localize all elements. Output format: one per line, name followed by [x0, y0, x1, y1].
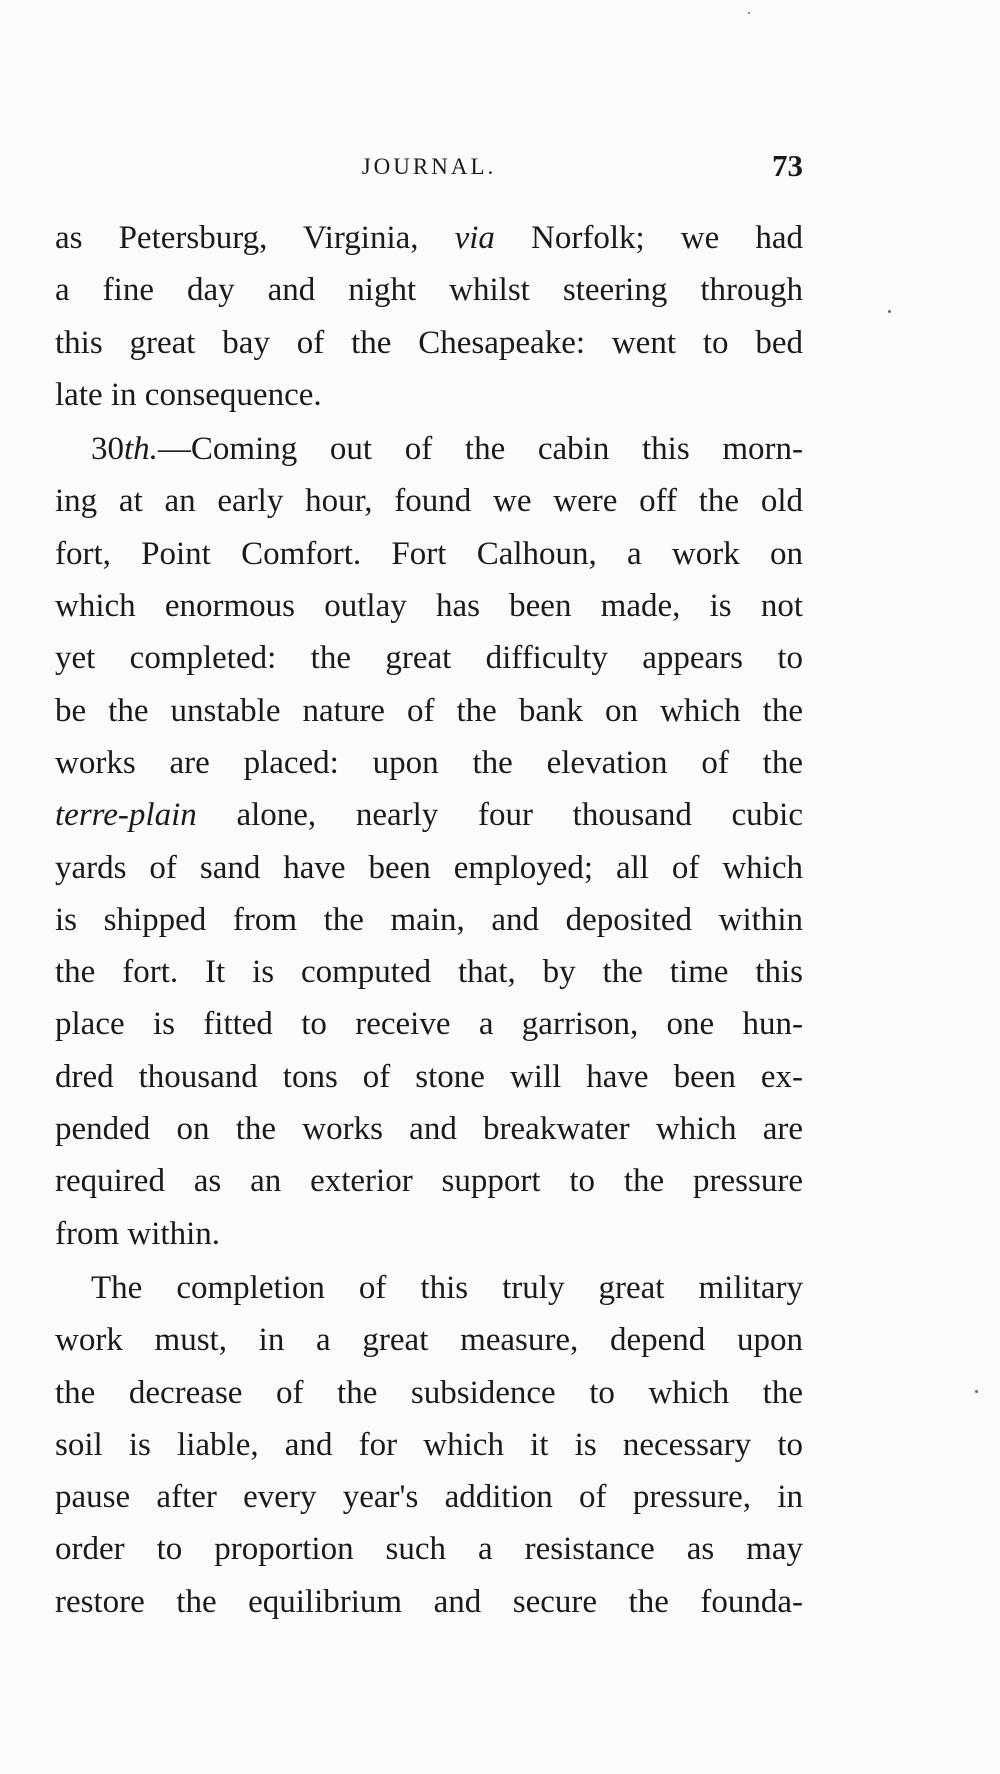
text-line: order to proportion such a resistance as may	[55, 1531, 803, 1568]
text-line: ing at an early hour, found we were off the old	[55, 483, 803, 520]
text-line: fort, Point Comfort. Fort Calhoun, a work on	[55, 535, 803, 572]
text-line: dred thousand tons of stone will have been ex-	[55, 1058, 803, 1095]
text-line: a fine day and night whilst steering through	[55, 272, 803, 309]
text-line: late in consequence.	[55, 376, 322, 413]
paper-speck	[888, 310, 891, 313]
text-line: work must, in a great measure, depend upon	[55, 1322, 803, 1359]
text-line: pended on the works and breakwater which are	[55, 1111, 803, 1148]
text-line: this great bay of the Chesapeake: went to bed	[55, 324, 803, 361]
text-line: place is fitted to receive a garrison, one hun-	[55, 1006, 803, 1043]
text-line: The completion of this truly great military	[91, 1269, 803, 1306]
text-line: restore the equilibrium and secure the founda-	[55, 1583, 803, 1620]
text-line: as Petersburg, Virginia, via Norfolk; we had	[55, 220, 803, 256]
text-line: from within.	[55, 1215, 220, 1252]
paper-speck	[975, 1390, 978, 1393]
paragraph	[55, 1262, 803, 1628]
text-line: the decrease of the subsidence to which the	[55, 1374, 803, 1411]
text-line: terre-plain alone, nearly four thousand cubic	[55, 797, 803, 834]
text-line: be the unstable nature of the bank on which the	[55, 692, 803, 729]
text-line: is shipped from the main, and deposited within	[55, 901, 803, 938]
running-title: JOURNAL.	[361, 154, 497, 179]
text-line: yet completed: the great difficulty appears to	[55, 640, 803, 677]
paragraph	[55, 212, 803, 421]
text-line: pause after every year's addition of pressure, in	[55, 1479, 803, 1516]
text-line: yards of sand have been employed; all of which	[55, 849, 803, 886]
paper-speck	[748, 12, 750, 14]
running-head	[55, 148, 803, 188]
text-line: which enormous outlay has been made, is not	[55, 588, 803, 625]
text-line: works are placed: upon the elevation of the	[55, 744, 803, 781]
text-line: required as an exterior support to the pressure	[55, 1163, 803, 1200]
body-text	[55, 212, 803, 1628]
text-line: soil is liable, and for which it is necessary to	[55, 1426, 803, 1463]
text-line: the fort. It is computed that, by the time this	[55, 954, 803, 991]
paragraph	[55, 423, 803, 1260]
page-number: 73	[772, 148, 803, 183]
text-line: 30th.—Coming out of the cabin this morn-	[91, 431, 803, 468]
